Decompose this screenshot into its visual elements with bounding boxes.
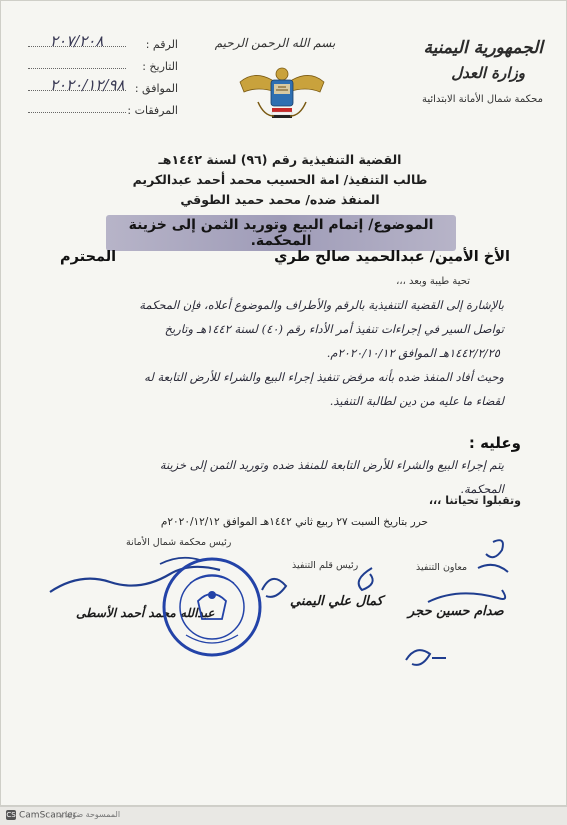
- scanner-footer: [0, 806, 567, 825]
- letterhead-right: [373, 38, 543, 105]
- corresponding-row: [28, 76, 178, 102]
- case-respondent: المنفذ ضده/ محمد حميد الطوقي: [180, 192, 380, 207]
- subject-text: الموضوع/ إتمام البيع وتوريد الثمن إلى خزينة المحكمة.: [106, 215, 456, 251]
- ref-number-value: ٢٠٧/٢٠٨: [50, 32, 104, 50]
- body-line: وحيث أفاد المنفذ ضده بأنه مرفض تنفيذ إجراء البيع والشراء للأرض التابعة له: [144, 370, 504, 384]
- exec-head-title: رئيس قلم التنفيذ: [292, 560, 359, 571]
- body-line: المحكمة.: [460, 482, 504, 496]
- court-name: محكمة شمال الأمانة الابتدائية: [422, 94, 543, 105]
- exec-head-name: كمال علي اليمني: [290, 594, 383, 609]
- subject-line: [106, 215, 456, 249]
- assistant-name: صدام حسين حجر: [408, 604, 504, 619]
- greeting: تحية طيبة وبعد ،،،: [396, 276, 470, 287]
- basmala: بسم الله الرحمن الرحيم: [214, 36, 336, 50]
- assistant-title: معاون التنفيذ: [416, 562, 468, 573]
- addressee-respect: المحترم: [60, 249, 117, 265]
- letterhead-left: [28, 32, 178, 124]
- therefore-heading: وعليه :: [468, 434, 521, 452]
- assistant-signature-icon: [398, 532, 528, 612]
- case-info: [100, 150, 460, 210]
- body-line: ١٤٤٢/٢/٢٥هـ الموافق ٢٠٢٠/١٠/١٢م.: [326, 346, 500, 360]
- ministry-name: وزارة العدل: [451, 64, 525, 82]
- attachments-label: المرفقات :: [127, 104, 178, 117]
- scanned-with-label: الممسوحة ضوئيا بـ: [58, 810, 121, 819]
- addressee: [60, 249, 510, 265]
- exec-head-signature-icon: [252, 560, 392, 620]
- issue-date: حرر بتاريخ السبت ٢٧ ربيع ثاني ١٤٤٢هـ الموافق ٢٠٢٠/١٢/١٢م: [160, 516, 428, 528]
- court-head-title: رئيس محكمة شمال الأمانة: [126, 537, 232, 548]
- corresponding-value: ٢٠٢٠/١٢/٩٨: [50, 76, 125, 94]
- camscanner-logo-icon: CS: [6, 811, 16, 819]
- corresponding-label: الموافق :: [134, 82, 178, 95]
- body-line: يتم إجراء البيع والشراء للأرض التابعة للمنفذ ضده وتوريد الثمن إلى خزينة: [159, 458, 504, 472]
- court-head-name: عبدالله محمد أحمد الأسطى: [76, 606, 215, 620]
- case-number: القضية التنفيذية رقم (٩٦) لسنة ١٤٤٢هـ: [158, 152, 402, 167]
- yemen-eagle-emblem-icon: [234, 62, 330, 124]
- republic-name: الجمهورية اليمنية: [423, 38, 543, 58]
- camscanner-label: CamScanner: [19, 810, 77, 821]
- body-line: بالإشارة إلى القضية التنفيذية بالرقم والأطراف والموضوع أعلاه، فإن المحكمة: [139, 298, 504, 312]
- body-line: تواصل السير في إجراءات تنفيذ أمر الأداء رقم (٤٠) لسنة ١٤٤٢هـ وتاريخ: [164, 322, 504, 336]
- ref-number-row: [28, 32, 178, 58]
- court-seal-stamp-icon: [160, 555, 264, 659]
- ref-number-label: الرقم :: [145, 38, 178, 51]
- addressee-name: الأخ الأمين/ عبدالحميد صالح طري: [274, 249, 510, 265]
- case-applicant: طالب التنفيذ/ امة الحسيب محمد أحمد عبدالكريم: [132, 172, 428, 187]
- initials-scribble-icon: [396, 640, 456, 674]
- attachments-row: [28, 102, 178, 124]
- date-label: التاريخ :: [142, 60, 178, 73]
- closing: وتقبلوا تحياتنا ،،،: [428, 494, 521, 507]
- body-line: لقضاء ما عليه من دين لطالبة التنفيذ.: [329, 394, 504, 408]
